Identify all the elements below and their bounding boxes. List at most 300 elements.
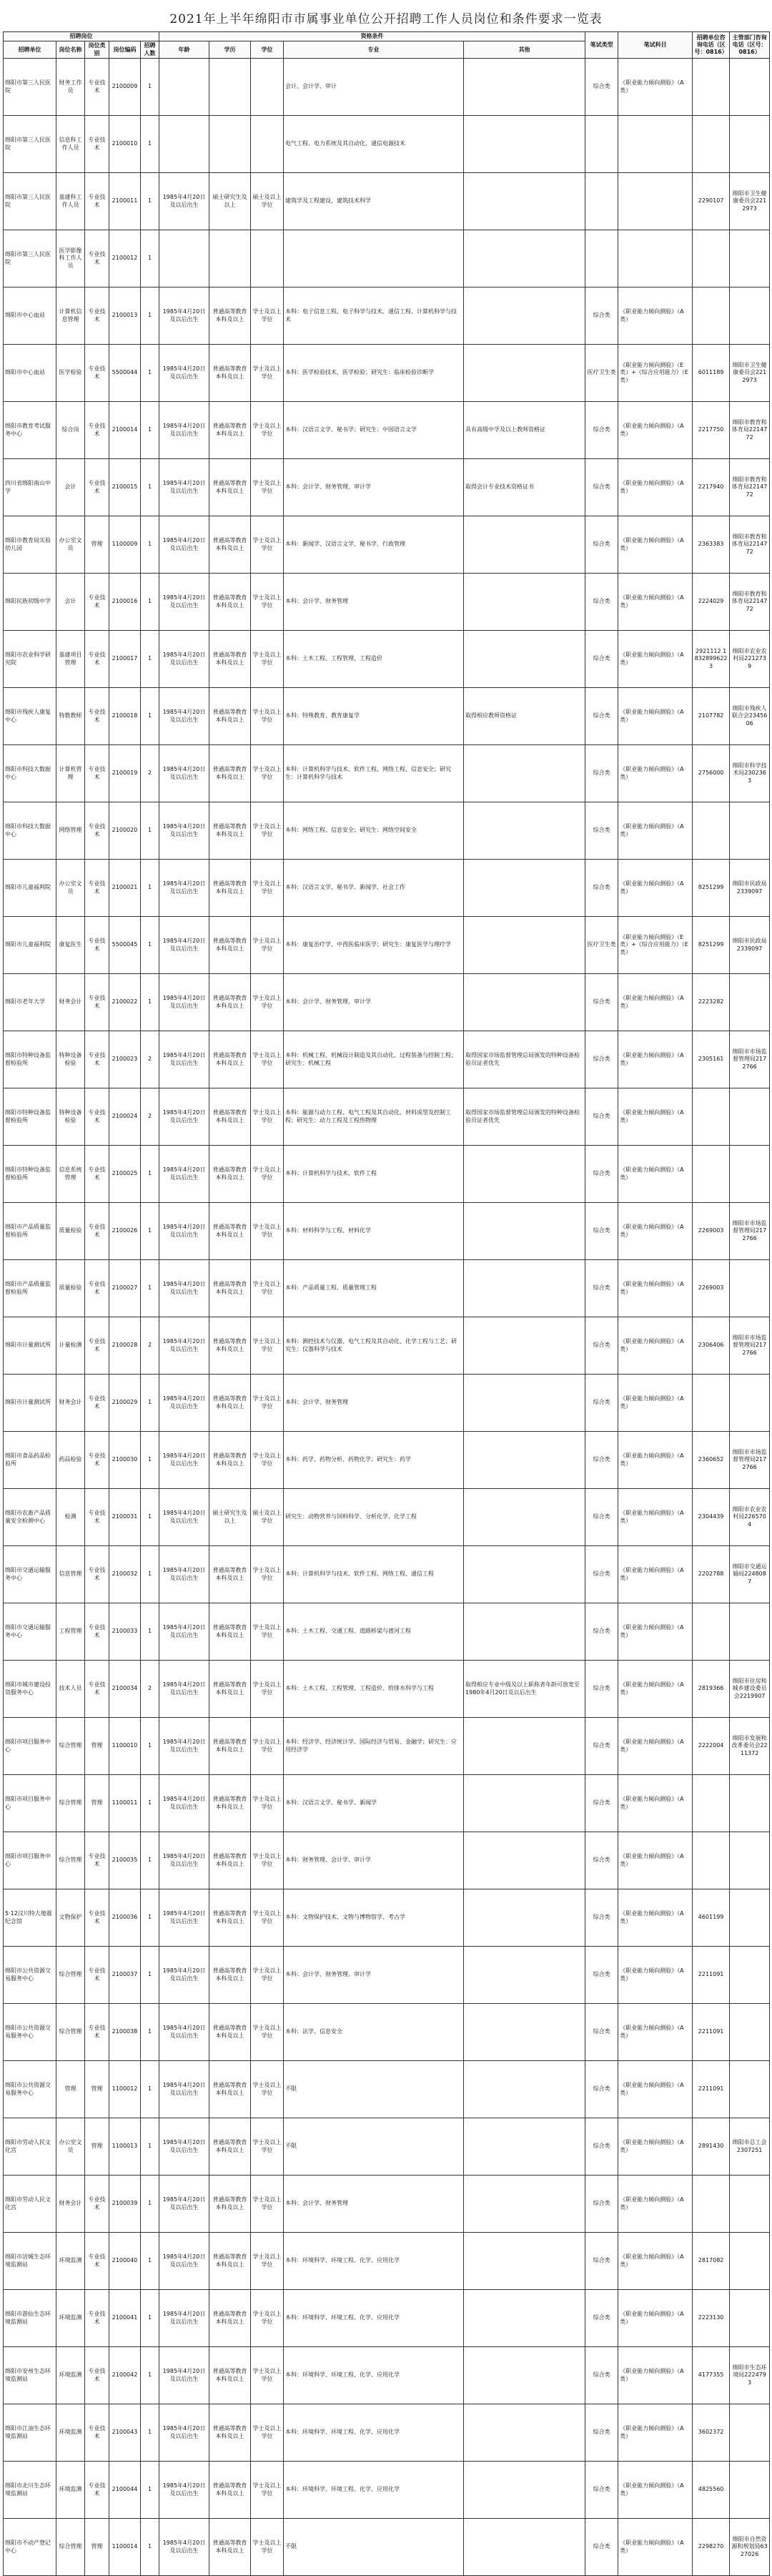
header-supervise: 主管部门咨询电话（区号：0816） [730,32,770,59]
cell-unit: 5·12汶川特大地震纪念馆 [4,1889,56,1947]
cell-other [464,2462,585,2519]
cell-supervise: 绵阳市教育和体育局2214772 [730,516,770,574]
cell-exam-subject: 《职业能力倾向测验》（A类） [618,631,693,688]
cell-unit: 绵阳市交通运输服务中心 [4,1603,56,1661]
cell-exam-subject: 《职业能力倾向测验》（A类） [618,2061,693,2118]
cell-supervise [730,1775,770,1832]
cell-other [464,1832,585,1889]
cell-post-code: 1100013 [109,2118,141,2176]
table-row [4,345,770,402]
cell-other [464,116,585,173]
cell-major: 本科：医学检验技术、医学检验；研究生：临床检验诊断学 [284,345,464,402]
cell-post-code: 2100033 [109,1603,141,1661]
cell-edu: 普通高等教育本科及以上 [209,2519,251,2576]
cell-major: 本科：测控技术与仪器、电气工程及其自动化、化学工程与工艺；研究生：仪器科学与技术 [284,1317,464,1375]
cell-edu: 普通高等教育本科及以上 [209,1775,251,1832]
cell-edu: 普通高等教育本科及以上 [209,402,251,459]
cell-supervise [730,1146,770,1203]
cell-post-type: 专业技术 [85,2290,109,2347]
document-title: 2021年上半年绵阳市市属事业单位公开招聘工作人员岗位和条件要求一览表 [169,12,603,26]
cell-unit: 绵阳市特种设备监督检验所 [4,1088,56,1146]
cell-major: 本科：药学、药物分析、药物化学；研究生：药学 [284,1432,464,1489]
cell-post-type: 专业技术 [85,1432,109,1489]
cell-count: 1 [141,1603,159,1661]
cell-age: 1985年4月20日及以后出生 [159,1775,209,1832]
cell-exam-subject: 《职业能力倾向测验》（A类） [618,1317,693,1375]
cell-edu: 普通高等教育本科及以上 [209,2404,251,2462]
cell-major: 本科：材料科学与工程、材料化学 [284,1203,464,1260]
cell-post-name: 综合管理 [56,1947,85,2004]
cell-post-type: 专业技术 [85,917,109,974]
cell-contact-phone: 2298270 [693,2519,730,2576]
cell-count: 1 [141,802,159,860]
cell-edu: 普通高等教育本科及以上 [209,631,251,688]
cell-post-code: 2100029 [109,1375,141,1432]
cell-exam-subject: 《职业能力倾向测验》（A类） [618,2347,693,2404]
cell-count: 1 [141,1889,159,1947]
cell-post-type: 专业技术 [85,2176,109,2233]
cell-exam-type [585,230,618,287]
cell-contact-phone: 2269003 [693,1203,730,1260]
cell-exam-subject [618,230,693,287]
cell-degree: 学士及以上学位 [251,345,284,402]
table-row [4,1146,770,1203]
cell-count: 1 [141,917,159,974]
cell-count: 1 [141,345,159,402]
header-unit: 招聘单位 [4,41,56,59]
cell-post-name: 财务会计 [56,974,85,1031]
cell-other [464,917,585,974]
cell-exam-subject: 《职业能力倾向测验》（A类） [618,688,693,745]
cell-post-code: 2100035 [109,1832,141,1889]
cell-post-name: 综合管理 [56,2519,85,2576]
cell-contact-phone [693,1603,730,1661]
cell-edu: 普通高等教育本科及以上 [209,2290,251,2347]
cell-age: 1985年4月20日及以后出生 [159,459,209,516]
cell-post-code: 2100028 [109,1317,141,1375]
cell-post-type: 管理 [85,1775,109,1832]
cell-contact-phone: 2305161 [693,1031,730,1088]
table-row [4,1775,770,1832]
cell-supervise: 绵阳市市场监督管理局2172766 [730,1203,770,1260]
cell-degree: 学士及以上学位 [251,1317,284,1375]
cell-count: 1 [141,173,159,230]
table-row [4,2176,770,2233]
cell-major: 本科：汉语言文学、秘书学、新闻学 [284,1775,464,1832]
cell-post-code: 2100031 [109,1489,141,1546]
cell-other [464,1489,585,1546]
cell-other [464,1317,585,1375]
cell-unit: 绵阳市儿童福利院 [4,860,56,917]
table-row [4,802,770,860]
cell-contact-phone: 2222004 [693,1718,730,1775]
cell-post-type: 专业技术 [85,1375,109,1432]
cell-supervise: 绵阳市农业农村局2265704 [730,1489,770,1546]
cell-count: 1 [141,631,159,688]
cell-unit: 绵阳市科技大数据中心 [4,802,56,860]
cell-post-code: 1100009 [109,516,141,574]
cell-edu: 普通高等教育本科及以上 [209,1317,251,1375]
cell-supervise: 绵阳市教育和体育局2214772 [730,574,770,631]
cell-post-name: 综合管理 [56,2004,85,2061]
cell-post-code: 2100030 [109,1432,141,1489]
cell-post-code: 2100043 [109,2404,141,2462]
cell-degree: 学士及以上学位 [251,2347,284,2404]
cell-edu: 普通高等教育本科及以上 [209,860,251,917]
cell-unit: 绵阳市公共资源交易服务中心 [4,1947,56,2004]
cell-edu: 普通高等教育本科及以上 [209,1546,251,1603]
cell-age: 1985年4月20日及以后出生 [159,574,209,631]
cell-exam-subject: 《职业能力倾向测验》（A类） [618,1603,693,1661]
cell-other [464,230,585,287]
cell-post-code: 2100017 [109,631,141,688]
cell-age: 1985年4月20日及以后出生 [159,1088,209,1146]
cell-supervise: 绵阳市发展和改革委员会2211372 [730,1718,770,1775]
cell-exam-type [585,173,618,230]
cell-major: 本科：会计学、财务管理、审计学 [284,1947,464,2004]
cell-exam-subject: 《职业能力倾向测验》（A类） [618,745,693,802]
table-row [4,1889,770,1947]
cell-supervise [730,2176,770,2233]
cell-major: 本科：法学、信息安全 [284,2004,464,2061]
cell-post-type: 专业技术 [85,1146,109,1203]
cell-unit: 绵阳市教育考试服务中心 [4,402,56,459]
cell-post-type: 管理 [85,2519,109,2576]
cell-exam-subject: 《职业能力倾向测验》（A类） [618,402,693,459]
cell-post-code: 2100038 [109,2004,141,2061]
cell-other [464,2118,585,2176]
cell-other [464,2347,585,2404]
cell-exam-type: 综合类 [585,2347,618,2404]
cell-exam-type: 综合类 [585,2176,618,2233]
cell-exam-subject: 《职业能力倾向测验》（A类） [618,1146,693,1203]
cell-post-type: 专业技术 [85,459,109,516]
cell-degree [251,116,284,173]
table-row [4,2290,770,2347]
cell-post-code: 2100041 [109,2290,141,2347]
cell-edu [209,59,251,116]
cell-edu: 普通高等教育本科及以上 [209,1203,251,1260]
cell-degree [251,230,284,287]
table-row [4,2118,770,2176]
cell-age: 1985年4月20日及以后出生 [159,1661,209,1718]
cell-supervise: 绵阳市市场监督管理局2172766 [730,1432,770,1489]
cell-other [464,1375,585,1432]
cell-exam-type: 综合类 [585,2462,618,2519]
cell-exam-type: 综合类 [585,516,618,574]
cell-supervise [730,802,770,860]
cell-post-type: 专业技术 [85,802,109,860]
cell-exam-type: 综合类 [585,1375,618,1432]
cell-count: 2 [141,1031,159,1088]
cell-count: 1 [141,1775,159,1832]
cell-degree: 学士及以上学位 [251,2004,284,2061]
cell-other [464,574,585,631]
cell-exam-subject: 《职业能力倾向测验》（A类） [618,1375,693,1432]
cell-contact-phone: 2756000 [693,745,730,802]
cell-supervise [730,2290,770,2347]
cell-unit: 四川省绵阳南山中学 [4,459,56,516]
cell-age: 1985年4月20日及以后出生 [159,631,209,688]
cell-edu: 普通高等教育本科及以上 [209,287,251,345]
cell-degree: 学士及以上学位 [251,631,284,688]
cell-post-name: 计算机管理 [56,745,85,802]
header-degree: 学位 [251,41,284,59]
cell-unit: 绵阳市中心血站 [4,345,56,402]
table-row [4,2462,770,2519]
table-row [4,631,770,688]
table-row [4,59,770,116]
cell-edu: 普通高等教育本科及以上 [209,1432,251,1489]
cell-degree: 学士及以上学位 [251,974,284,1031]
cell-count: 1 [141,459,159,516]
cell-exam-subject: 《职业能力倾向测验》（A类） [618,1203,693,1260]
cell-exam-type: 综合类 [585,1317,618,1375]
cell-contact-phone: 2304439 [693,1489,730,1546]
cell-post-type: 专业技术 [85,116,109,173]
cell-age: 1985年4月20日及以后出生 [159,1146,209,1203]
cell-exam-type: 综合类 [585,802,618,860]
cell-exam-subject: 《职业能力倾向测验》（E类）+《综合应用能力》（E类） [618,345,693,402]
cell-exam-type: 综合类 [585,1546,618,1603]
cell-post-code: 2100019 [109,745,141,802]
cell-edu: 普通高等教育本科及以上 [209,1889,251,1947]
cell-supervise [730,116,770,173]
cell-post-code: 2100015 [109,459,141,516]
cell-exam-type: 综合类 [585,402,618,459]
cell-post-type: 专业技术 [85,2347,109,2404]
cell-major: 本科：汉语言文学、秘书学；研究生：中国语言文学 [284,402,464,459]
cell-edu: 普通高等教育本科及以上 [209,1718,251,1775]
cell-supervise: 绵阳市残疾人联合会2345606 [730,688,770,745]
cell-other [464,2404,585,2462]
cell-exam-type: 综合类 [585,59,618,116]
cell-age: 1985年4月20日及以后出生 [159,287,209,345]
cell-post-type: 专业技术 [85,230,109,287]
cell-contact-phone [693,1088,730,1146]
table-row [4,402,770,459]
cell-edu: 普通高等教育本科及以上 [209,688,251,745]
cell-unit: 绵阳市计量测试所 [4,1317,56,1375]
cell-unit: 绵阳市项目服务中心 [4,1832,56,1889]
cell-other [464,631,585,688]
cell-degree: 学士及以上学位 [251,1947,284,2004]
cell-age: 1985年4月20日及以后出生 [159,2004,209,2061]
cell-degree: 硕士及以上学位 [251,173,284,230]
cell-post-code: 2100025 [109,1146,141,1203]
cell-post-type: 管理 [85,2061,109,2118]
table-row [4,230,770,287]
cell-other [464,1718,585,1775]
cell-post-type: 专业技术 [85,1088,109,1146]
cell-exam-type: 综合类 [585,1088,618,1146]
cell-contact-phone: 2921112 18328996223 [693,631,730,688]
cell-post-type: 专业技术 [85,745,109,802]
cell-count: 1 [141,2004,159,2061]
cell-count: 1 [141,2176,159,2233]
table-row [4,1317,770,1375]
cell-major: 本科：财务管理、会计学、审计学 [284,1832,464,1889]
cell-edu: 普通高等教育本科及以上 [209,2118,251,2176]
table-row [4,2347,770,2404]
cell-degree: 学士及以上学位 [251,2462,284,2519]
cell-supervise [730,2233,770,2290]
cell-contact-phone: 2819366 [693,1661,730,1718]
cell-post-type: 专业技术 [85,631,109,688]
cell-contact-phone: 2211091 [693,1947,730,2004]
cell-contact-phone [693,59,730,116]
cell-unit: 绵阳市计量测试所 [4,1375,56,1432]
cell-exam-type: 综合类 [585,1947,618,2004]
cell-other [464,2061,585,2118]
cell-major: 本科：土木工程、工程管理、工程造价 [284,631,464,688]
cell-count: 2 [141,1661,159,1718]
cell-age: 1985年4月20日及以后出生 [159,2233,209,2290]
cell-post-code: 2100018 [109,688,141,745]
cell-major: 本科：康复治疗学、中西医临床医学；研究生：康复医学与理疗学 [284,917,464,974]
cell-post-name: 财务工作员 [56,59,85,116]
cell-degree: 学士及以上学位 [251,1546,284,1603]
table-row [4,2004,770,2061]
cell-unit: 绵阳市劳动人民文化宫 [4,2176,56,2233]
cell-degree: 学士及以上学位 [251,1718,284,1775]
header-exam-subject: 笔试科目 [618,32,693,59]
cell-post-name: 环境监测 [56,2404,85,2462]
cell-unit: 绵阳市劳动人民文化宫 [4,2118,56,2176]
cell-post-code: 2100023 [109,1031,141,1088]
cell-supervise: 绵阳市生态环境局2224793 [730,2347,770,2404]
cell-exam-type [585,116,618,173]
cell-degree: 学士及以上学位 [251,2233,284,2290]
cell-count: 1 [141,2233,159,2290]
cell-post-code: 2100026 [109,1203,141,1260]
cell-age: 1985年4月20日及以后出生 [159,1832,209,1889]
cell-degree: 学士及以上学位 [251,402,284,459]
cell-major: 本科：环境科学、环境工程、化学、应用化学 [284,2347,464,2404]
cell-exam-subject: 《职业能力倾向测验》（A类） [618,1489,693,1546]
cell-edu: 普通高等教育本科及以上 [209,459,251,516]
cell-age: 1985年4月20日及以后出生 [159,1546,209,1603]
cell-count: 2 [141,1088,159,1146]
cell-post-type: 专业技术 [85,2404,109,2462]
cell-supervise [730,2061,770,2118]
cell-major: 本科：会计学、财务管理、审计学 [284,974,464,1031]
cell-contact-phone [693,1775,730,1832]
cell-post-name: 环境监测 [56,2290,85,2347]
cell-contact-phone: 2223282 [693,974,730,1031]
cell-degree: 学士及以上学位 [251,802,284,860]
cell-degree: 学士及以上学位 [251,1889,284,1947]
cell-other [464,2004,585,2061]
cell-exam-subject: 《职业能力倾向测验》（A类） [618,1432,693,1489]
cell-post-type: 专业技术 [85,1031,109,1088]
cell-supervise [730,1375,770,1432]
table-body [4,59,770,2576]
cell-unit: 绵阳市项目服务中心 [4,1718,56,1775]
cell-supervise [730,287,770,345]
table-row [4,1031,770,1088]
cell-post-type: 专业技术 [85,2004,109,2061]
cell-exam-subject [618,116,693,173]
cell-major: 本科：环境科学、环境工程、化学、应用化学 [284,2233,464,2290]
cell-post-name: 康复医生 [56,917,85,974]
cell-exam-subject: 《职业能力倾向测验》（A类） [618,2404,693,2462]
cell-exam-type: 医疗卫生类 [585,917,618,974]
cell-age: 1985年4月20日及以后出生 [159,1947,209,2004]
cell-degree: 学士及以上学位 [251,688,284,745]
header-major: 专业 [284,41,464,59]
cell-count: 1 [141,860,159,917]
cell-edu: 硕士研究生及以上 [209,1489,251,1546]
header-post-name: 岗位名称 [56,41,85,59]
cell-exam-type: 综合类 [585,2118,618,2176]
cell-post-type: 专业技术 [85,1889,109,1947]
cell-edu: 普通高等教育本科及以上 [209,2176,251,2233]
table-row [4,1375,770,1432]
cell-unit: 绵阳市农畜产品质量安全检测中心 [4,1489,56,1546]
cell-contact-phone: 2107782 [693,688,730,745]
cell-count: 1 [141,2519,159,2576]
cell-contact-phone: 2224029 [693,574,730,631]
cell-contact-phone: 2891430 [693,2118,730,2176]
cell-post-type: 专业技术 [85,287,109,345]
cell-exam-subject: 《职业能力倾向测验》（A类） [618,2176,693,2233]
cell-post-type: 专业技术 [85,574,109,631]
cell-count: 1 [141,1489,159,1546]
cell-post-type: 专业技术 [85,688,109,745]
cell-exam-subject: 《职业能力倾向测验》（A类） [618,1947,693,2004]
cell-contact-phone: 2363383 [693,516,730,574]
cell-count: 1 [141,2347,159,2404]
cell-other: 取得相应专业中级及以上职称者年龄可放宽至1980年4月20日及以后出生 [464,1661,585,1718]
cell-edu: 普通高等教育本科及以上 [209,1375,251,1432]
cell-exam-type: 综合类 [585,574,618,631]
cell-edu: 普通高等教育本科及以上 [209,2061,251,2118]
cell-unit: 绵阳市残疾人康复中心 [4,688,56,745]
cell-edu: 普通高等教育本科及以上 [209,2004,251,2061]
cell-exam-type: 综合类 [585,1661,618,1718]
cell-post-code: 2100011 [109,173,141,230]
cell-exam-subject: 《职业能力倾向测验》（A类） [618,2462,693,2519]
cell-post-name: 综合管理 [56,1775,85,1832]
cell-count: 1 [141,2118,159,2176]
table-row [4,1546,770,1603]
cell-count: 1 [141,2290,159,2347]
cell-post-code: 2100014 [109,402,141,459]
cell-post-code: 1100010 [109,1718,141,1775]
cell-post-name: 工程管理 [56,1603,85,1661]
cell-exam-subject: 《职业能力倾向测验》（A类） [618,802,693,860]
cell-exam-subject: 《职业能力倾向测验》（A类） [618,1088,693,1146]
cell-age: 1985年4月20日及以后出生 [159,1489,209,1546]
cell-edu: 普通高等教育本科及以上 [209,1146,251,1203]
cell-post-name: 特种设备检验 [56,1088,85,1146]
cell-degree: 学士及以上学位 [251,2118,284,2176]
cell-exam-type: 综合类 [585,974,618,1031]
cell-count: 1 [141,1832,159,1889]
cell-contact-phone [693,802,730,860]
cell-supervise: 绵阳市市场监督管理局2172766 [730,1317,770,1375]
cell-supervise: 绵阳市卫生健康委员会2212973 [730,173,770,230]
cell-other [464,59,585,116]
cell-unit: 绵阳市安州生态环境监测站 [4,2347,56,2404]
cell-post-code: 2100036 [109,1889,141,1947]
cell-major: 本科：土木工程、交通工程、道路桥梁与渡河工程 [284,1603,464,1661]
cell-post-code: 2100020 [109,802,141,860]
cell-other [464,1546,585,1603]
cell-unit: 绵阳市老年大学 [4,974,56,1031]
cell-post-code: 2100012 [109,230,141,287]
